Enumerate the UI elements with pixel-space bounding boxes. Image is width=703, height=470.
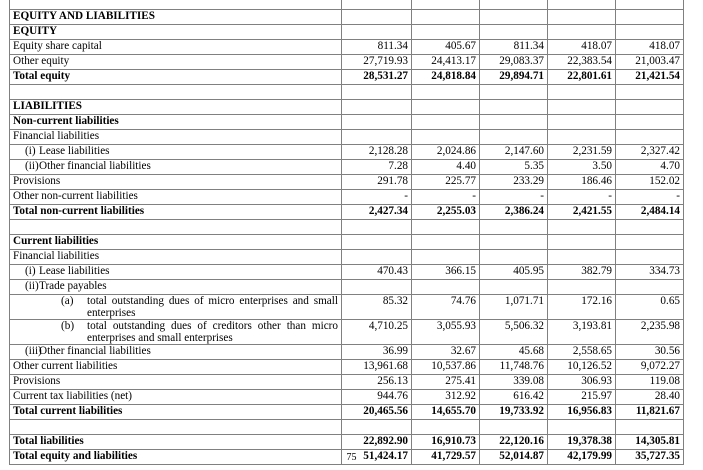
row-label-cl-trade-payables <box>10 280 342 295</box>
row-label-other-non-current-liabilities: Other non-current liabilities <box>10 190 342 205</box>
row-marker: (a) <box>61 295 74 307</box>
cell-other-equity-col3: 29,083.37 <box>480 55 548 70</box>
cell-other-non-current-liabilities-col4: - <box>548 190 616 205</box>
cell-equity-and-liabilities-col1 <box>342 10 412 25</box>
cell-total-equity-and-liabilities-col4: 42,179.99 <box>548 450 616 465</box>
cell-blank-2-col5 <box>616 220 684 235</box>
row-label-cl-tp-others <box>10 320 342 345</box>
row-label-non-current-liabilities: Non-current liabilities <box>10 115 342 130</box>
row-marker: (i) <box>25 265 36 277</box>
cell-non-current-liabilities-col1 <box>342 115 412 130</box>
table-body <box>10 0 684 465</box>
table-row <box>10 345 684 360</box>
row-label-total-equity: Total equity <box>10 70 342 85</box>
cell-total-equity-col2: 24,818.84 <box>412 70 480 85</box>
cell-cl-tp-micro-col3: 1,071.71 <box>480 295 548 320</box>
row-label-cl-financial-liabilities: Financial liabilities <box>10 250 342 265</box>
cell-cl-lease-liabilities-col2: 366.15 <box>412 265 480 280</box>
cell-blank-2-col1 <box>342 220 412 235</box>
row-label-cl-provisions: Provisions <box>10 375 342 390</box>
cell-top-partial-col1 <box>342 0 412 10</box>
cell-liabilities-col2 <box>412 100 480 115</box>
cell-total-equity-col4: 22,801.61 <box>548 70 616 85</box>
balance-sheet-table-container <box>9 0 683 465</box>
table-row <box>10 360 684 375</box>
cell-nc-provisions-col3: 233.29 <box>480 175 548 190</box>
cell-blank-1-col2 <box>412 85 480 100</box>
cell-current-liabilities-col4 <box>548 235 616 250</box>
cell-equity-share-capital-col5: 418.07 <box>616 40 684 55</box>
cell-cl-tp-others-col1: 4,710.25 <box>342 320 412 345</box>
table-row <box>10 375 684 390</box>
table-row <box>10 115 684 130</box>
row-label-total-current-liabilities: Total current liabilities <box>10 405 342 420</box>
cell-nc-other-financial-liabilities-col4: 3.50 <box>548 160 616 175</box>
row-label-text: total outstanding dues of micro enterprises and small enterprises <box>87 295 338 320</box>
row-label-text: Other financial liabilities <box>39 160 151 172</box>
cell-cl-trade-payables-col3 <box>480 280 548 295</box>
cell-blank-3-col5 <box>616 420 684 435</box>
cell-equity-col3 <box>480 25 548 40</box>
cell-cl-other-financial-liabilities-col1: 36.99 <box>342 345 412 360</box>
cell-other-current-liabilities-col5: 9,072.27 <box>616 360 684 375</box>
row-label-nc-other-financial-liabilities <box>10 160 342 175</box>
cell-nc-provisions-col5: 152.02 <box>616 175 684 190</box>
cell-non-current-liabilities-col5 <box>616 115 684 130</box>
cell-cl-lease-liabilities-col1: 470.43 <box>342 265 412 280</box>
table-row <box>10 250 684 265</box>
cell-nc-provisions-col2: 225.77 <box>412 175 480 190</box>
cell-other-current-liabilities-col2: 10,537.86 <box>412 360 480 375</box>
cell-cl-tp-others-col2: 3,055.93 <box>412 320 480 345</box>
cell-blank-1-col5 <box>616 85 684 100</box>
cell-liabilities-col1 <box>342 100 412 115</box>
cell-nc-provisions-col1: 291.78 <box>342 175 412 190</box>
row-marker: (b) <box>61 320 75 333</box>
cell-cl-tp-others-col5: 2,235.98 <box>616 320 684 345</box>
row-label-nc-lease-liabilities <box>10 145 342 160</box>
cell-other-non-current-liabilities-col5: - <box>616 190 684 205</box>
cell-total-current-liabilities-col4: 16,956.83 <box>548 405 616 420</box>
cell-liabilities-col3 <box>480 100 548 115</box>
table-row <box>10 405 684 420</box>
row-marker: (iii) <box>25 345 42 358</box>
table-row <box>10 320 684 345</box>
cell-liabilities-col4 <box>548 100 616 115</box>
cell-equity-and-liabilities-col3 <box>480 10 548 25</box>
cell-total-liabilities-col1: 22,892.90 <box>342 435 412 450</box>
cell-equity-share-capital-col2: 405.67 <box>412 40 480 55</box>
cell-total-equity-and-liabilities-col3: 52,014.87 <box>480 450 548 465</box>
row-marker: (ii) <box>25 280 39 292</box>
cell-nc-financial-liabilities-col2 <box>412 130 480 145</box>
cell-cl-trade-payables-col1 <box>342 280 412 295</box>
cell-total-current-liabilities-col1: 20,465.56 <box>342 405 412 420</box>
cell-cl-tp-others-col3: 5,506.32 <box>480 320 548 345</box>
row-label-cl-lease-liabilities <box>10 265 342 280</box>
cell-non-current-liabilities-col2 <box>412 115 480 130</box>
cell-top-partial-col5 <box>616 0 684 10</box>
cell-nc-lease-liabilities-col5: 2,327.42 <box>616 145 684 160</box>
cell-other-equity-col1: 27,719.93 <box>342 55 412 70</box>
cell-other-non-current-liabilities-col3: - <box>480 190 548 205</box>
cell-nc-financial-liabilities-col3 <box>480 130 548 145</box>
cell-equity-and-liabilities-col5 <box>616 10 684 25</box>
cell-cl-tp-micro-col2: 74.76 <box>412 295 480 320</box>
cell-nc-provisions-col4: 186.46 <box>548 175 616 190</box>
cell-cl-financial-liabilities-col4 <box>548 250 616 265</box>
cell-total-equity-and-liabilities-col1: 51,424.17 <box>342 450 412 465</box>
cell-total-liabilities-col2: 16,910.73 <box>412 435 480 450</box>
table-row <box>10 205 684 220</box>
cell-equity-share-capital-col3: 811.34 <box>480 40 548 55</box>
table-row <box>10 160 684 175</box>
cell-other-current-liabilities-col4: 10,126.52 <box>548 360 616 375</box>
cell-nc-other-financial-liabilities-col2: 4.40 <box>412 160 480 175</box>
cell-current-tax-liabilities-col3: 616.42 <box>480 390 548 405</box>
cell-blank-2-col4 <box>548 220 616 235</box>
cell-nc-financial-liabilities-col1 <box>342 130 412 145</box>
row-label-text: Lease liabilities <box>39 265 110 277</box>
cell-total-current-liabilities-col3: 19,733.92 <box>480 405 548 420</box>
cell-cl-other-financial-liabilities-col2: 32.67 <box>412 345 480 360</box>
cell-equity-col5 <box>616 25 684 40</box>
cell-total-liabilities-col4: 19,378.38 <box>548 435 616 450</box>
row-label-nc-financial-liabilities: Financial liabilities <box>10 130 342 145</box>
cell-nc-lease-liabilities-col3: 2,147.60 <box>480 145 548 160</box>
cell-cl-tp-micro-col1: 85.32 <box>342 295 412 320</box>
row-marker: (i) <box>25 145 36 157</box>
cell-total-current-liabilities-col5: 11,821.67 <box>616 405 684 420</box>
cell-cl-lease-liabilities-col5: 334.73 <box>616 265 684 280</box>
cell-cl-financial-liabilities-col3 <box>480 250 548 265</box>
cell-cl-other-financial-liabilities-col4: 2,558.65 <box>548 345 616 360</box>
cell-cl-trade-payables-col5 <box>616 280 684 295</box>
cell-total-equity-and-liabilities-col2: 41,729.57 <box>412 450 480 465</box>
cell-blank-2-col3 <box>480 220 548 235</box>
page-number: 75 <box>346 452 357 463</box>
row-marker: (ii) <box>25 160 39 172</box>
equity-and-liabilities-table <box>9 0 684 465</box>
cell-nc-lease-liabilities-col4: 2,231.59 <box>548 145 616 160</box>
table-row <box>10 280 684 295</box>
row-label-top-partial <box>10 0 342 10</box>
cell-cl-provisions-col1: 256.13 <box>342 375 412 390</box>
row-label-text: total outstanding dues of creditors other than micro enterprises and small enterprises <box>87 320 338 345</box>
cell-total-liabilities-col5: 14,305.81 <box>616 435 684 450</box>
cell-equity-share-capital-col1: 811.34 <box>342 40 412 55</box>
row-label-total-non-current-liabilities: Total non-current liabilities <box>10 205 342 220</box>
cell-current-liabilities-col1 <box>342 235 412 250</box>
table-row <box>10 55 684 70</box>
table-row <box>10 390 684 405</box>
table-row <box>10 175 684 190</box>
cell-cl-provisions-col4: 306.93 <box>548 375 616 390</box>
cell-blank-3-col2 <box>412 420 480 435</box>
cell-cl-financial-liabilities-col1 <box>342 250 412 265</box>
row-label-total-liabilities: Total liabilities <box>10 435 342 450</box>
row-label-text: Other financial liabilities <box>39 345 151 358</box>
cell-total-non-current-liabilities-col2: 2,255.03 <box>412 205 480 220</box>
row-label-text: Lease liabilities <box>39 145 110 157</box>
cell-cl-other-financial-liabilities-col5: 30.56 <box>616 345 684 360</box>
cell-total-equity-col5: 21,421.54 <box>616 70 684 85</box>
table-row <box>10 435 684 450</box>
cell-blank-3-col1 <box>342 420 412 435</box>
cell-blank-2-col2 <box>412 220 480 235</box>
row-label-liabilities: LIABILITIES <box>10 100 342 115</box>
table-row <box>10 420 684 435</box>
cell-non-current-liabilities-col3 <box>480 115 548 130</box>
row-label-blank-3 <box>10 420 342 435</box>
row-label-current-liabilities: Current liabilities <box>10 235 342 250</box>
row-label-text: Trade payables <box>39 280 107 292</box>
cell-total-equity-and-liabilities-col5: 35,727.35 <box>616 450 684 465</box>
cell-other-equity-col5: 21,003.47 <box>616 55 684 70</box>
cell-nc-other-financial-liabilities-col5: 4.70 <box>616 160 684 175</box>
table-row <box>10 25 684 40</box>
cell-top-partial-col4 <box>548 0 616 10</box>
table-row <box>10 295 684 320</box>
cell-other-current-liabilities-col1: 13,961.68 <box>342 360 412 375</box>
cell-blank-1-col4 <box>548 85 616 100</box>
table-row <box>10 220 684 235</box>
cell-blank-3-col3 <box>480 420 548 435</box>
row-label-blank-1 <box>10 85 342 100</box>
cell-cl-provisions-col3: 339.08 <box>480 375 548 390</box>
cell-top-partial-col2 <box>412 0 480 10</box>
row-label-current-tax-liabilities: Current tax liabilities (net) <box>10 390 342 405</box>
cell-cl-financial-liabilities-col5 <box>616 250 684 265</box>
row-label-blank-2 <box>10 220 342 235</box>
cell-equity-col2 <box>412 25 480 40</box>
cell-current-tax-liabilities-col4: 215.97 <box>548 390 616 405</box>
cell-cl-trade-payables-col4 <box>548 280 616 295</box>
cell-total-equity-col3: 29,894.71 <box>480 70 548 85</box>
cell-other-equity-col4: 22,383.54 <box>548 55 616 70</box>
table-row <box>10 190 684 205</box>
cell-total-non-current-liabilities-col5: 2,484.14 <box>616 205 684 220</box>
cell-equity-share-capital-col4: 418.07 <box>548 40 616 55</box>
cell-liabilities-col5 <box>616 100 684 115</box>
table-row <box>10 100 684 115</box>
cell-cl-financial-liabilities-col2 <box>412 250 480 265</box>
cell-total-equity-col1: 28,531.27 <box>342 70 412 85</box>
row-label-equity-and-liabilities: EQUITY AND LIABILITIES <box>10 10 342 25</box>
table-row <box>10 0 684 10</box>
cell-cl-tp-micro-col5: 0.65 <box>616 295 684 320</box>
cell-other-non-current-liabilities-col2: - <box>412 190 480 205</box>
cell-nc-lease-liabilities-col1: 2,128.28 <box>342 145 412 160</box>
cell-total-liabilities-col3: 22,120.16 <box>480 435 548 450</box>
cell-current-liabilities-col5 <box>616 235 684 250</box>
cell-non-current-liabilities-col4 <box>548 115 616 130</box>
cell-cl-tp-others-col4: 3,193.81 <box>548 320 616 345</box>
cell-blank-1-col1 <box>342 85 412 100</box>
cell-cl-provisions-col5: 119.08 <box>616 375 684 390</box>
cell-equity-col4 <box>548 25 616 40</box>
cell-cl-lease-liabilities-col3: 405.95 <box>480 265 548 280</box>
cell-nc-other-financial-liabilities-col3: 5.35 <box>480 160 548 175</box>
cell-current-liabilities-col2 <box>412 235 480 250</box>
cell-current-liabilities-col3 <box>480 235 548 250</box>
cell-other-non-current-liabilities-col1: - <box>342 190 412 205</box>
row-label-cl-tp-micro <box>10 295 342 320</box>
table-row <box>10 40 684 55</box>
cell-equity-and-liabilities-col4 <box>548 10 616 25</box>
cell-nc-lease-liabilities-col2: 2,024.86 <box>412 145 480 160</box>
cell-total-non-current-liabilities-col3: 2,386.24 <box>480 205 548 220</box>
cell-nc-financial-liabilities-col5 <box>616 130 684 145</box>
table-row <box>10 265 684 280</box>
table-row <box>10 235 684 250</box>
table-row <box>10 130 684 145</box>
cell-nc-other-financial-liabilities-col1: 7.28 <box>342 160 412 175</box>
cell-blank-1-col3 <box>480 85 548 100</box>
row-label-total-equity-and-liabilities: Total equity and liabilities <box>10 450 342 465</box>
cell-total-non-current-liabilities-col1: 2,427.34 <box>342 205 412 220</box>
cell-total-non-current-liabilities-col4: 2,421.55 <box>548 205 616 220</box>
cell-equity-col1 <box>342 25 412 40</box>
cell-nc-financial-liabilities-col4 <box>548 130 616 145</box>
table-row <box>10 85 684 100</box>
row-label-nc-provisions: Provisions <box>10 175 342 190</box>
row-label-other-current-liabilities: Other current liabilities <box>10 360 342 375</box>
table-row <box>10 70 684 85</box>
table-row <box>10 145 684 160</box>
row-label-cl-other-financial-liabilities <box>10 345 342 360</box>
row-label-other-equity: Other equity <box>10 55 342 70</box>
row-label-equity-share-capital: Equity share capital <box>10 40 342 55</box>
cell-other-equity-col2: 24,413.17 <box>412 55 480 70</box>
cell-cl-tp-micro-col4: 172.16 <box>548 295 616 320</box>
cell-cl-other-financial-liabilities-col3: 45.68 <box>480 345 548 360</box>
cell-cl-provisions-col2: 275.41 <box>412 375 480 390</box>
cell-blank-3-col4 <box>548 420 616 435</box>
cell-top-partial-col3 <box>480 0 548 10</box>
cell-current-tax-liabilities-col1: 944.76 <box>342 390 412 405</box>
cell-total-current-liabilities-col2: 14,655.70 <box>412 405 480 420</box>
table-row <box>10 10 684 25</box>
cell-current-tax-liabilities-col2: 312.92 <box>412 390 480 405</box>
cell-other-current-liabilities-col3: 11,748.76 <box>480 360 548 375</box>
row-label-equity: EQUITY <box>10 25 342 40</box>
cell-cl-lease-liabilities-col4: 382.79 <box>548 265 616 280</box>
cell-cl-trade-payables-col2 <box>412 280 480 295</box>
cell-current-tax-liabilities-col5: 28.40 <box>616 390 684 405</box>
cell-equity-and-liabilities-col2 <box>412 10 480 25</box>
